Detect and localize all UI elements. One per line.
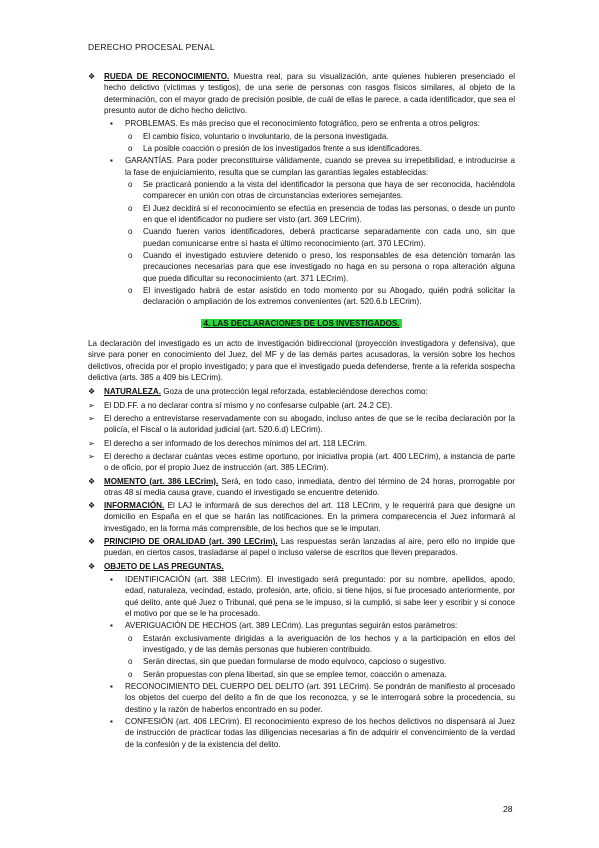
list-item: ➢ El DD.FF. a no declarar contra sí mismo y no confesarse culpable (art. 24.2 CE).: [88, 400, 393, 410]
square-bullet-icon: ▪: [110, 621, 113, 631]
problemas-item: ▪ PROBLEMAS. Es más preciso que el reconocimiento fotográfico, pero se enfrenta a otros peligros:: [110, 119, 480, 129]
list-item: ➢ El derecho a ser informado de los derechos mínimos del art. 118 LECrim.: [88, 438, 368, 448]
list-item: o Cuando fueren varios identificadores, deberá practicarse separadamente con cada uno, sin que puedan comunicarse entre sí hasta el último reconocimiento (art. 370 LECrim).: [128, 227, 515, 248]
intro-paragraph: La declaración del investigado es un acto de investigación bidireccional (proyección investigadora y defensiva), que sirve para poner en conocimiento del Juez, del MF y de las demás partes acusadoras, la versión sobre los hechos delictivos, ofrecida por el propio investigado; y para que el investigado pueda defenderse, frente a la referida sospecha delictiva (arts. 385 a 409 bis LECrim).: [88, 338, 515, 382]
list-item: o Serán propuestas con plena libertad, sin que se emplee temor, coacción o amenaza.: [128, 669, 447, 679]
diamond-bullet-icon: ❖: [88, 561, 96, 571]
section-heading: 4. LAS DECLARACIONES DE LOS INVESTIGADOS.: [203, 318, 400, 328]
circle-bullet-icon: o: [128, 143, 133, 153]
list-item: ➢ El derecho a declarar cuántas veces estime oportuno, por iniciativa propia (art. 400 LECrim), a instancia de parte o de oficio, por el propio Juez de instrucción (art. 385 LECrim).: [88, 451, 515, 473]
momento-section: ❖ MOMENTO (art. 386 LECrim). Será, en todo caso, inmediata, dentro del término de 24 horas, prorrogable por otras 48 si media causa grave, cuando el investigado se encuentre detenido.: [88, 476, 515, 497]
problemas-title: PROBLEMAS.: [125, 119, 178, 129]
circle-bullet-icon: o: [128, 131, 133, 141]
circle-bullet-icon: o: [128, 250, 133, 260]
rueda-title: RUEDA DE RECONOCIMIENTO.: [104, 72, 230, 81]
list-item: o El investigado habrá de estar asistido en todo momento por su Abogado, quién podrá solicitar la declaración o ampliación de los extremos convenientes (art. 520.6.b LECrim).: [128, 285, 515, 307]
document-body: [88, 71, 515, 751]
list-item: o El cambio físico, voluntario o involuntario, de la persona investigada.: [128, 131, 389, 141]
circle-bullet-icon: o: [128, 285, 133, 295]
circle-bullet-icon: o: [128, 203, 133, 213]
list-item: ➢ El derecho a entrevistarse reservadamente con su abogado, incluso antes de que se le reciba declaración por la policía, el Fiscal o la autoridad judicial (art. 520.6.d) LECrim).: [88, 413, 515, 435]
square-bullet-icon: ▪: [110, 119, 113, 129]
informacion-section: ❖ INFORMACIÓN. El LAJ le informará de sus derechos del art. 118 LECrim, y le requerirá para que designe un domicilio en España en el que se harán las notificaciones. En la primera comparecencia el Juez informará al investigado, en la forma más comprensible, de los hechos que se le imputan.: [88, 501, 515, 533]
averiguacion-item: ▪ AVERIGUACIÓN DE HECHOS (art. 389 LECrim). Las preguntas seguirán estos parámetros:: [110, 621, 458, 631]
page-number: 28: [503, 804, 513, 814]
identificacion-item: ▪ IDENTIFICACIÓN (art. 388 LECrim). El investigado será preguntado: por su nombre, apellidos, apodo, edad, naturaleza, vecindad, estado, profesión, arte, oficio, si tiene hijos, si fue procesado anteriormente, por qué delito, ante qué Juez o Tribunal, qué pena se le impuso, si la cumplió, si sabe leer y escribir y si conoce el motivo por que se le ha procesado.: [110, 575, 515, 619]
list-item: o Estarán exclusivamente dirigidas a la averiguación de los hechos y a la participación en ellos del investigado, y de las demás personas que hubieren contribuido.: [128, 633, 515, 655]
diamond-bullet-icon: ❖: [88, 501, 96, 511]
diamond-bullet-icon: ❖: [88, 476, 96, 486]
circle-bullet-icon: o: [128, 669, 133, 679]
square-bullet-icon: ▪: [110, 682, 113, 692]
garantias-title: GARANTÍAS.: [125, 156, 175, 166]
circle-bullet-icon: o: [128, 633, 133, 643]
arrow-bullet-icon: ➢: [88, 438, 95, 448]
garantias-item: ▪ GARANTÍAS. Para poder preconstituirse válidamente, cuando se prevea su irrepetibilidad, e introducirse a la fase de enjuiciamiento, resulta que se cumplan las garantías legales establecidas:: [110, 156, 515, 177]
list-item: o Se practicará poniendo a la vista del identificador la persona que haya de ser reconocida, haciéndola comparecer en unión con otras de circunstancias exteriores semejantes.: [128, 179, 515, 201]
oralidad-section: ❖ PRINCIPIO DE ORALIDAD (art. 390 LECrim). Las respuestas serán lanzadas al aire, pero ello no impide que puedan, en ciertos casos, trasladarse al papel o incluso valerse de escritos que lleven preparados.: [88, 537, 515, 558]
square-bullet-icon: ▪: [110, 156, 113, 166]
naturaleza-section: ❖ NATURALEZA. Goza de una protección legal reforzada, estableciéndose derechos como:: [88, 387, 428, 397]
arrow-bullet-icon: ➢: [88, 413, 95, 423]
list-item: o Serán directas, sin que puedan formularse de modo equívoco, capcioso o sugestivo.: [128, 657, 447, 667]
list-item: o Cuando el investigado estuviere detenido o preso, los responsables de esa detención tomarán las precauciones necesarias para que ese investigado no haga en su persona o ropa alteración alguna que pueda dificultar su reconocimiento (art. 371 LECrim).: [128, 250, 515, 283]
confesion-item: ▪ CONFESIÓN (art. 406 LECrim). El reconocimiento expreso de los hechos delictivos no dispensará al Juez de instrucción de practicar todas las diligencias necesarias a fin de adquirir el convencimiento de la verdad de la confesión y de la existencia del delito.: [110, 717, 515, 749]
arrow-bullet-icon: ➢: [88, 451, 95, 461]
square-bullet-icon: ▪: [110, 717, 113, 727]
square-bullet-icon: ▪: [110, 575, 113, 585]
arrow-bullet-icon: ➢: [88, 400, 95, 410]
circle-bullet-icon: o: [128, 179, 133, 189]
circle-bullet-icon: o: [128, 227, 133, 237]
page-header: DERECHO PROCESAL PENAL: [88, 42, 215, 52]
list-item: o La posible coacción o presión de los investigados frente a sus identificadores.: [128, 143, 422, 153]
list-item: o El Juez decidirá si el reconocimiento se efectúa en presencia de todas las personas, o desde un punto en que el identificador no pudiere ser visto (art. 369 LECrim).: [128, 203, 515, 224]
diamond-bullet-icon: ❖: [88, 537, 96, 547]
rueda-section: [88, 71, 515, 116]
circle-bullet-icon: o: [128, 657, 133, 667]
rueda-text: Muestra real, para su visualización, ante quienes hubieren presenciado el hecho delictivo (víctimas y testigos), de una serie de personas con rasgos físicos similares, al objeto de la determinación, con el mayor grado de precisión posible, de cuál de ellas le parece, a cada identificador, que sea el presunto autor de dicho hecho delictivo.: [104, 72, 516, 115]
reconocimiento-item: ▪ RECONOCIMIENTO DEL CUERPO DEL DELITO (art. 391 LECrim). Se pondrán de manifiesto al procesado los objetos del cuerpo del delito a fin de que los reconozca, y se le interrogará sobre la procedencia, su destino y la razón de haberlos encontrado en su poder.: [110, 682, 515, 714]
diamond-bullet-icon: ❖: [88, 387, 96, 397]
objeto-section: ❖ OBJETO DE LAS PREGUNTAS.: [88, 561, 224, 571]
diamond-bullet-icon: ❖: [88, 72, 96, 81]
